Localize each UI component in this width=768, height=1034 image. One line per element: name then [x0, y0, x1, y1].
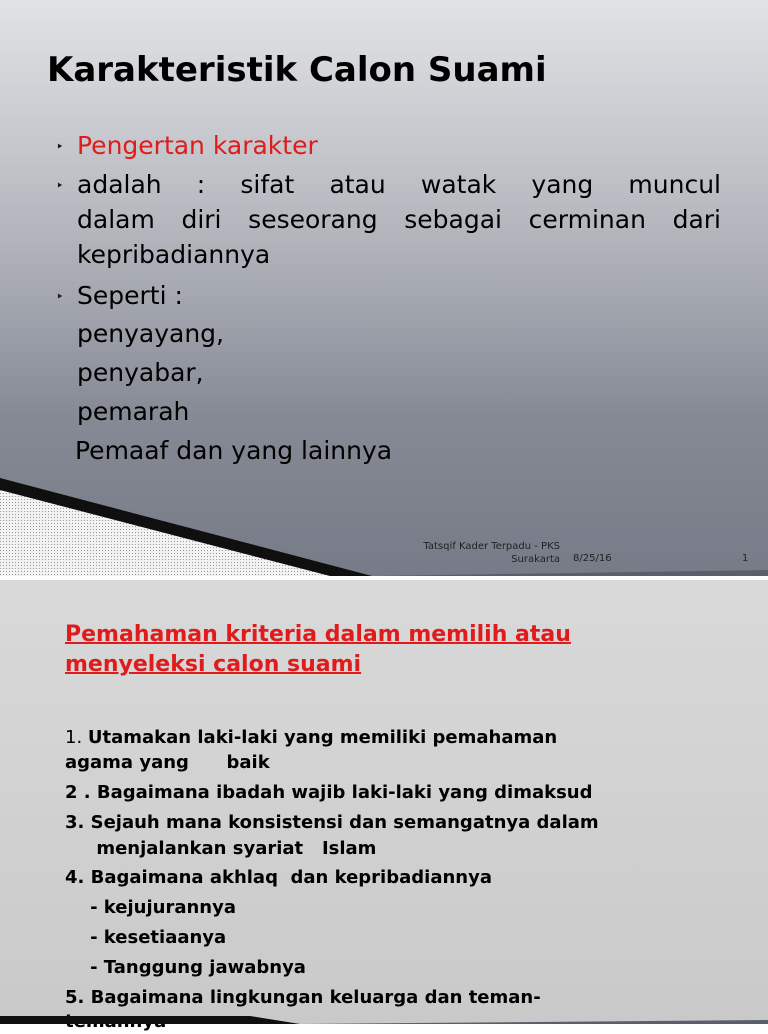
word: dari [672, 205, 721, 234]
footer-text [414, 540, 560, 566]
slide-2-heading [65, 620, 571, 680]
word: sifat [240, 170, 295, 199]
bullet-3: Seperti : [77, 281, 183, 310]
criteria-item-5: 5. Bagaimana lingkungan keluarga dan teman- [65, 987, 541, 1008]
criteria-subitem-3: - Tanggung jawabnya [65, 957, 306, 978]
criteria-subitem-1: - kejujurannya [65, 897, 236, 918]
bullet-2-line-3: kepribadiannya [77, 240, 271, 269]
word: cerminan [528, 205, 646, 234]
word: diri [181, 205, 222, 234]
criteria-item-2: 2 . Bagaimana ibadah wajib laki-laki yang dimaksud [65, 782, 593, 803]
item-number: 1. [65, 727, 88, 748]
sub-item-1: penyayang, [77, 319, 224, 348]
heading-line-1: Pemahaman kriteria dalam memilih atau [65, 622, 571, 647]
word: watak [420, 170, 497, 199]
criteria-item-3-cont: menjalankan syariat Islam [65, 838, 377, 859]
criteria-subitem-2: - kesetiaanya [65, 927, 227, 948]
criteria-item-1-cont: agama yang baik [65, 752, 270, 773]
heading-line-2: menyeleksi calon suami [65, 652, 362, 677]
criteria-item-4: 4. Bagaimana akhlaq dan kepribadiannya [65, 867, 492, 888]
bullet-arrow-icon: ‣ [56, 290, 64, 305]
word: yang [531, 170, 594, 199]
bullet-arrow-icon: ‣ [56, 140, 64, 155]
word: atau [329, 170, 386, 199]
slide-decoration [0, 478, 768, 576]
sub-item-2: penyabar, [77, 358, 204, 387]
footer-line-1: Tatsqif Kader Terpadu - PKS [423, 541, 560, 552]
bullet-2-line-2 [77, 205, 721, 234]
bullet-2-line-1 [77, 170, 721, 199]
word: : [196, 170, 206, 199]
word: seseorang [248, 205, 378, 234]
item-text: Utamakan laki-laki yang memiliki pemahaman [87, 727, 558, 748]
footer-line-2: Surakarta [511, 554, 560, 565]
bullet-1: Pengertan karakter [77, 131, 318, 160]
word: sebagai [404, 205, 502, 234]
slide-title: Karakteristik Calon Suami [47, 50, 547, 90]
footer-date: 8/25/16 [573, 553, 612, 564]
word: adalah [77, 170, 162, 199]
slide-2-bottom-decoration [0, 1016, 768, 1024]
sub-item-3: pemarah [77, 397, 190, 426]
word: dalam [77, 205, 155, 234]
slide-number: 1 [742, 553, 749, 564]
criteria-item-3: 3. Sejauh mana konsistensi dan semangatnya dalam [65, 812, 599, 833]
criteria-item-1 [65, 726, 557, 750]
bullet-arrow-icon: ‣ [56, 179, 64, 194]
word: muncul [628, 170, 721, 199]
sub-item-4: Pemaaf dan yang lainnya [75, 436, 393, 465]
